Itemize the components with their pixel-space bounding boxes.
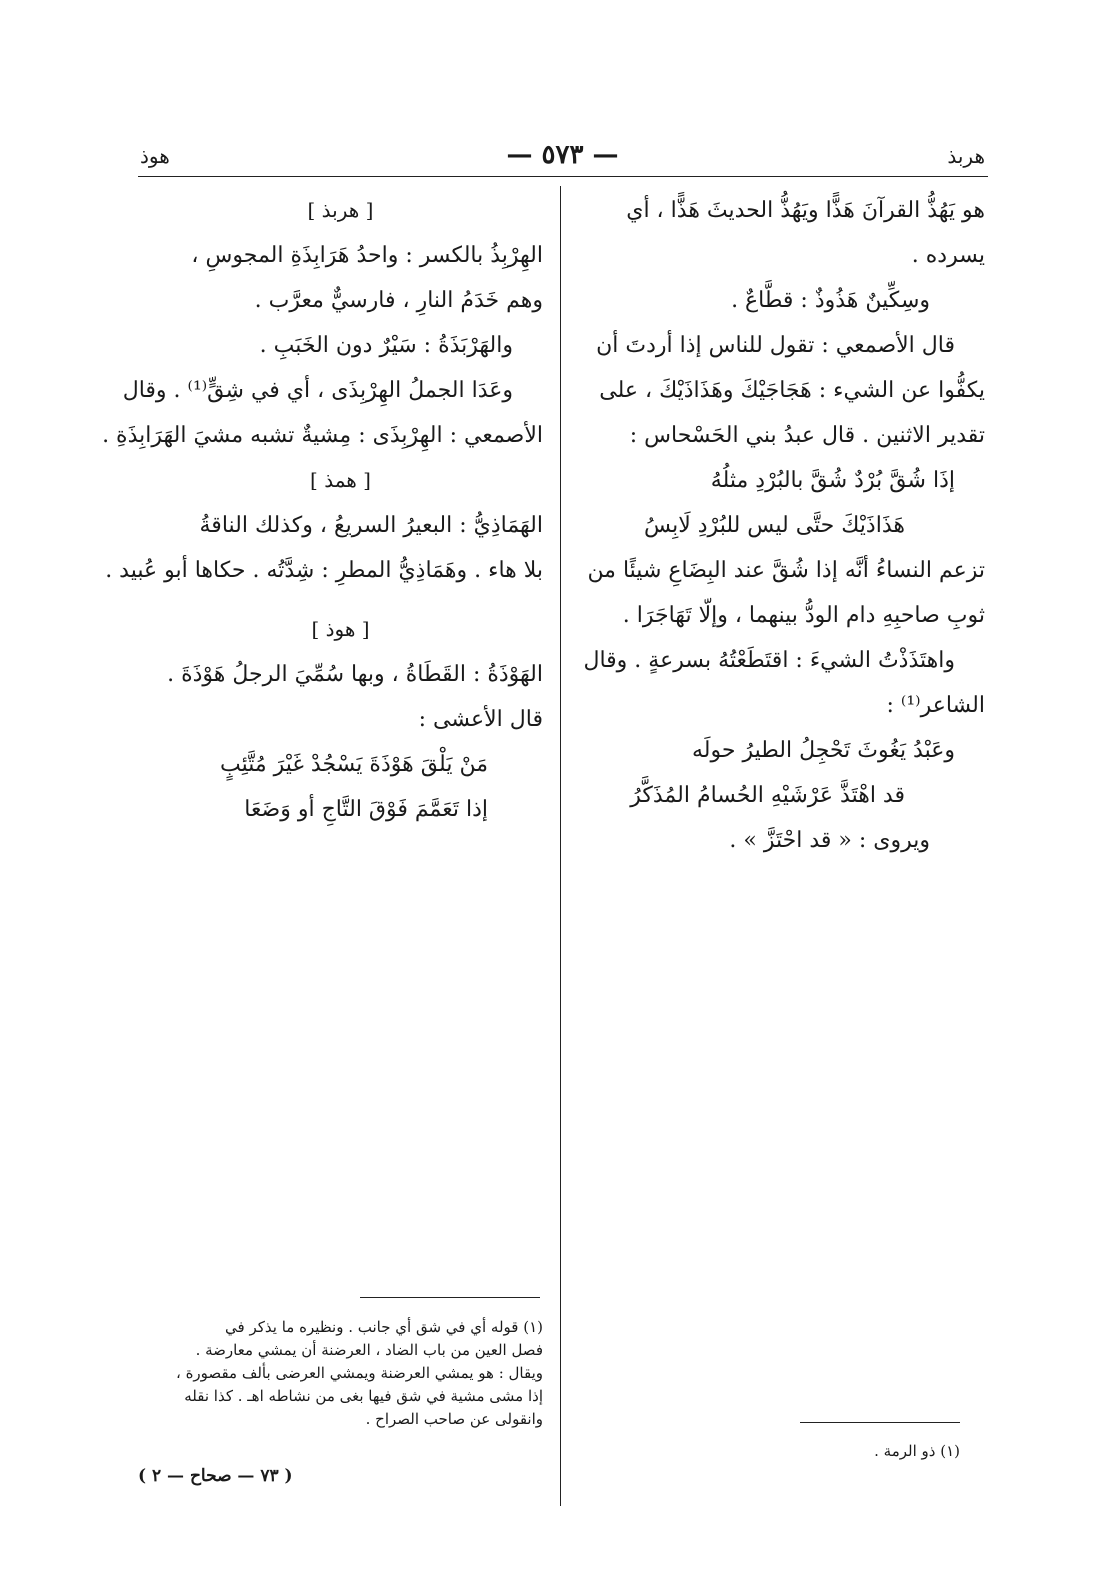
page-header bbox=[140, 140, 985, 176]
text-line: الهَوْذَةُ : القَطَاةُ ، وبها سُمِّيَ الرجلُ هَوْذَةَ . bbox=[167, 662, 543, 687]
entry-heading: [ همذ ] bbox=[310, 468, 371, 492]
text-line: قال الأعشى : bbox=[418, 707, 543, 732]
text-line: ثوبِ صاحبِهِ دام الودُّ بينهما ، وإلّا تَهَاجَرَا . bbox=[622, 603, 985, 628]
verse-line: إذا تَعَمَّمَ فَوْقَ التَّاجِ أو وَضَعَا bbox=[244, 797, 488, 822]
footnote-left bbox=[138, 1316, 543, 1431]
header-rule bbox=[138, 176, 988, 177]
entry-line: وسِكِّينٌ هَذُوذٌ : قطَّاعٌ . bbox=[731, 288, 930, 313]
signature-mark: ( ٧٣ — صحاح — ٢ ) bbox=[138, 1466, 293, 1486]
text-line: الهِرْبِذُ بالكسر : واحدُ هَرَابِذَةِ المجوسِ ، bbox=[191, 243, 543, 268]
footnote-line: (١) ذو الرمة . bbox=[874, 1442, 960, 1460]
footnote-rule bbox=[800, 1422, 960, 1423]
text-line: الشاعر⁽¹⁾ : bbox=[886, 693, 985, 718]
text-line: هو يَهُذُّ القرآنَ هَذًّا ويَهُذُّ الحديثَ هَذًّا ، أي bbox=[626, 198, 985, 223]
text-line: وهم خَدَمُ النارِ ، فارسيٌّ معرَّب . bbox=[254, 288, 543, 313]
verse-line: وعَبْدُ يَغُوثَ تَحْجِلُ الطيرُ حولَه bbox=[691, 738, 955, 763]
text-line: الهَمَاذِيُّ : البعيرُ السريعُ ، وكذلك الناقةُ bbox=[199, 513, 543, 538]
text-line: واهتَذَذْتُ الشيءَ : اقتَطَعْتُهُ بسرعةٍ . وقال bbox=[583, 648, 955, 673]
footnote-line: فصل العين من باب الضاد ، العرضنة أن يمشي معارضة . bbox=[195, 1341, 543, 1359]
footnote-rule bbox=[360, 1297, 540, 1298]
column-divider bbox=[560, 186, 561, 1506]
footnote-right bbox=[700, 1440, 960, 1463]
left-column bbox=[102, 188, 543, 832]
spacer bbox=[138, 593, 543, 607]
footnote-line: إذا مشى مشية في شق فيها بغى من نشاطه اهـ . كذا نقله bbox=[184, 1387, 543, 1405]
text-line: يكفُّوا عن الشيء : هَجَاجَيْكَ وهَذَاذَيْكَ ، على bbox=[599, 378, 985, 403]
entry-heading: [ هربذ ] bbox=[307, 198, 374, 222]
verse-line: قد اهْتَذَّ عَرْشَيْهِ الحُسامُ المُذَكَّرُ bbox=[630, 783, 905, 808]
verse-line: هَذَاذَيْكَ حتَّى ليس للبُرْدِ لَابِسُ bbox=[644, 513, 905, 538]
text-line: يسرده . bbox=[911, 243, 985, 268]
text-line: تقدير الاثنين . قال عبدُ بني الحَسْحاس : bbox=[629, 423, 985, 448]
guide-word-right: هربذ bbox=[947, 144, 985, 168]
verse-line: إذَا شُقَّ بُرْدٌ شُقَّ بالبُرْدِ مثلُهُ bbox=[710, 468, 955, 493]
text-line: الأصمعي : الهِرْبِذَى : مِشيةٌ تشبه مشيَ الهَرَابِذَةِ . bbox=[102, 423, 543, 448]
page-number: — ٥٧٣ — bbox=[506, 140, 619, 170]
text-line: تزعم النساءُ أنَّه إذا شُقَّ عند البِضَاعِ شيئًا من bbox=[587, 558, 985, 583]
entry-line: والهَرْبَذَةُ : سَيْرٌ دون الخَبَبِ . bbox=[259, 333, 513, 358]
verse-line: مَنْ يَلْقَ هَوْذَةَ يَسْجُدْ غَيْرَ مُتَّئِبٍ bbox=[220, 752, 488, 777]
footnote-line: وانقولى عن صاحب الصراح . bbox=[365, 1410, 543, 1428]
text-line: بلا هاء . وهَمَاذِيُّ المطرِ : شِدَّتُه . حكاها أبو عُبيد . bbox=[105, 558, 543, 583]
guide-word-left: هوذ bbox=[140, 144, 170, 168]
entry-heading: [ هوذ ] bbox=[311, 617, 370, 641]
footnote-line: ويقال : هو يمشي العرضنة ويمشي العرضى بألف مقصورة ، bbox=[175, 1364, 543, 1382]
right-column bbox=[575, 188, 985, 863]
footnote-line: (١) قوله أي في شق أي جانب . ونظيره ما يذكر في bbox=[225, 1318, 543, 1336]
text-line: ويروى : « قد احْتَزَّ » . bbox=[729, 828, 930, 853]
text-line: وعَدَا الجملُ الهِرْبِذَى ، أي في شِقٍّ⁽¹⁾ . وقال bbox=[122, 378, 513, 403]
text-line: قال الأصمعي : تقول للناس إذا أردتَ أن bbox=[596, 333, 955, 358]
